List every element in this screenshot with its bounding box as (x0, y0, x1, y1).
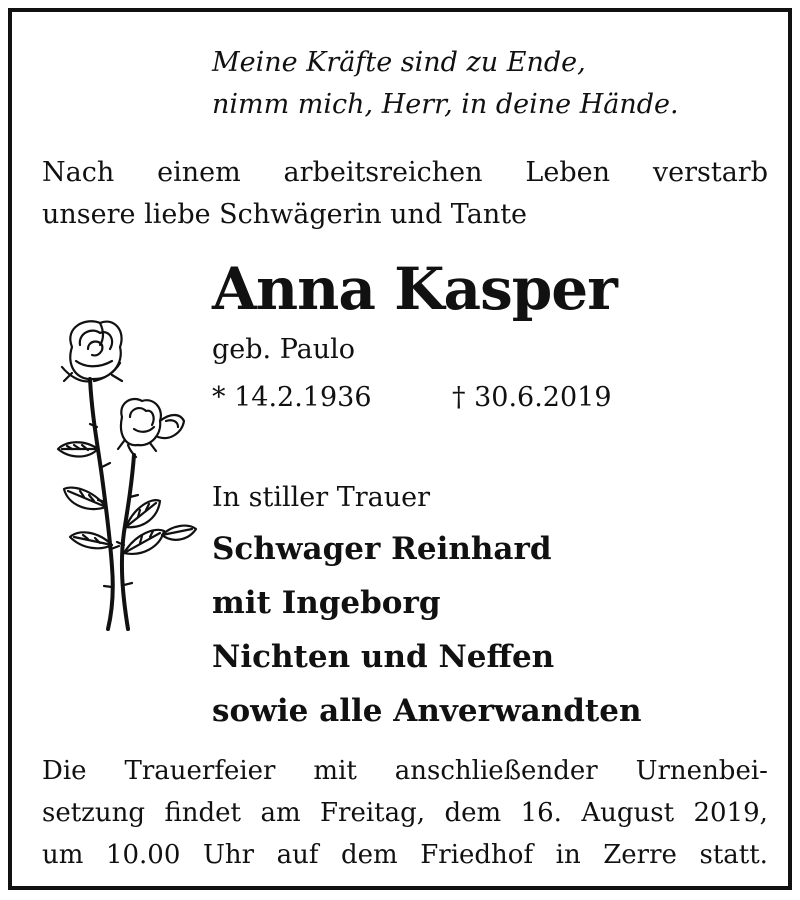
intro-word: einem (157, 157, 241, 188)
obituary-frame (8, 8, 792, 890)
verse-line-2: nimm mich, Herr, in deine Hände. (212, 89, 679, 120)
deceased-name: Anna Kasper (212, 255, 617, 323)
mourner-line: mit Ingeborg (212, 585, 441, 621)
funeral-word: Friedhof (420, 840, 534, 870)
verse-line-1: Meine Kräfte sind zu Ende, (212, 47, 586, 78)
funeral-word: dem (444, 798, 502, 828)
intro-word: Leben (525, 157, 610, 188)
funeral-word: Urnenbei- (635, 756, 768, 786)
funeral-word: findet (164, 798, 242, 828)
mourner-line: Nichten und Neffen (212, 639, 555, 675)
funeral-word: statt. (699, 840, 768, 870)
intro-word: verstarb (652, 157, 768, 188)
funeral-word: 16. (520, 798, 562, 828)
funeral-word: Trauerfeier (124, 756, 276, 786)
funeral-notice (42, 750, 768, 876)
funeral-word: Zerre (603, 840, 677, 870)
maiden-name: geb. Paulo (212, 334, 356, 365)
intro-text (42, 152, 768, 236)
funeral-word: setzung (42, 798, 146, 828)
mourning-intro: In stiller Trauer (212, 482, 431, 513)
funeral-line-3 (42, 834, 768, 876)
funeral-word: auf (276, 840, 319, 870)
mourner-line: sowie alle Anverwandten (212, 693, 642, 729)
intro-line-1 (42, 152, 768, 194)
funeral-word: August (581, 798, 675, 828)
funeral-line-2 (42, 792, 768, 834)
intro-word: arbeitsreichen (283, 157, 483, 188)
intro-word: Nach (42, 157, 115, 188)
mourner-line: Schwager Reinhard (212, 531, 552, 567)
funeral-word: mit (313, 756, 357, 786)
funeral-word: um (42, 840, 84, 870)
mourner-names (212, 522, 642, 738)
rose-icon (42, 317, 202, 637)
funeral-word: anschließender (394, 756, 598, 786)
birth-date: * 14.2.1936 (212, 382, 372, 413)
intro-line-2: unsere liebe Schwägerin und Tante (42, 199, 528, 230)
verse (212, 42, 772, 126)
funeral-word: Freitag, (320, 798, 426, 828)
funeral-word: 2019, (693, 798, 768, 828)
funeral-word: dem (341, 840, 398, 870)
funeral-line-1 (42, 750, 768, 792)
death-date: † 30.6.2019 (452, 382, 612, 413)
funeral-word: Uhr (202, 840, 255, 870)
funeral-word: am (260, 798, 301, 828)
funeral-word: in (555, 840, 581, 870)
funeral-word: Die (42, 756, 87, 786)
funeral-word: 10.00 (105, 840, 181, 870)
